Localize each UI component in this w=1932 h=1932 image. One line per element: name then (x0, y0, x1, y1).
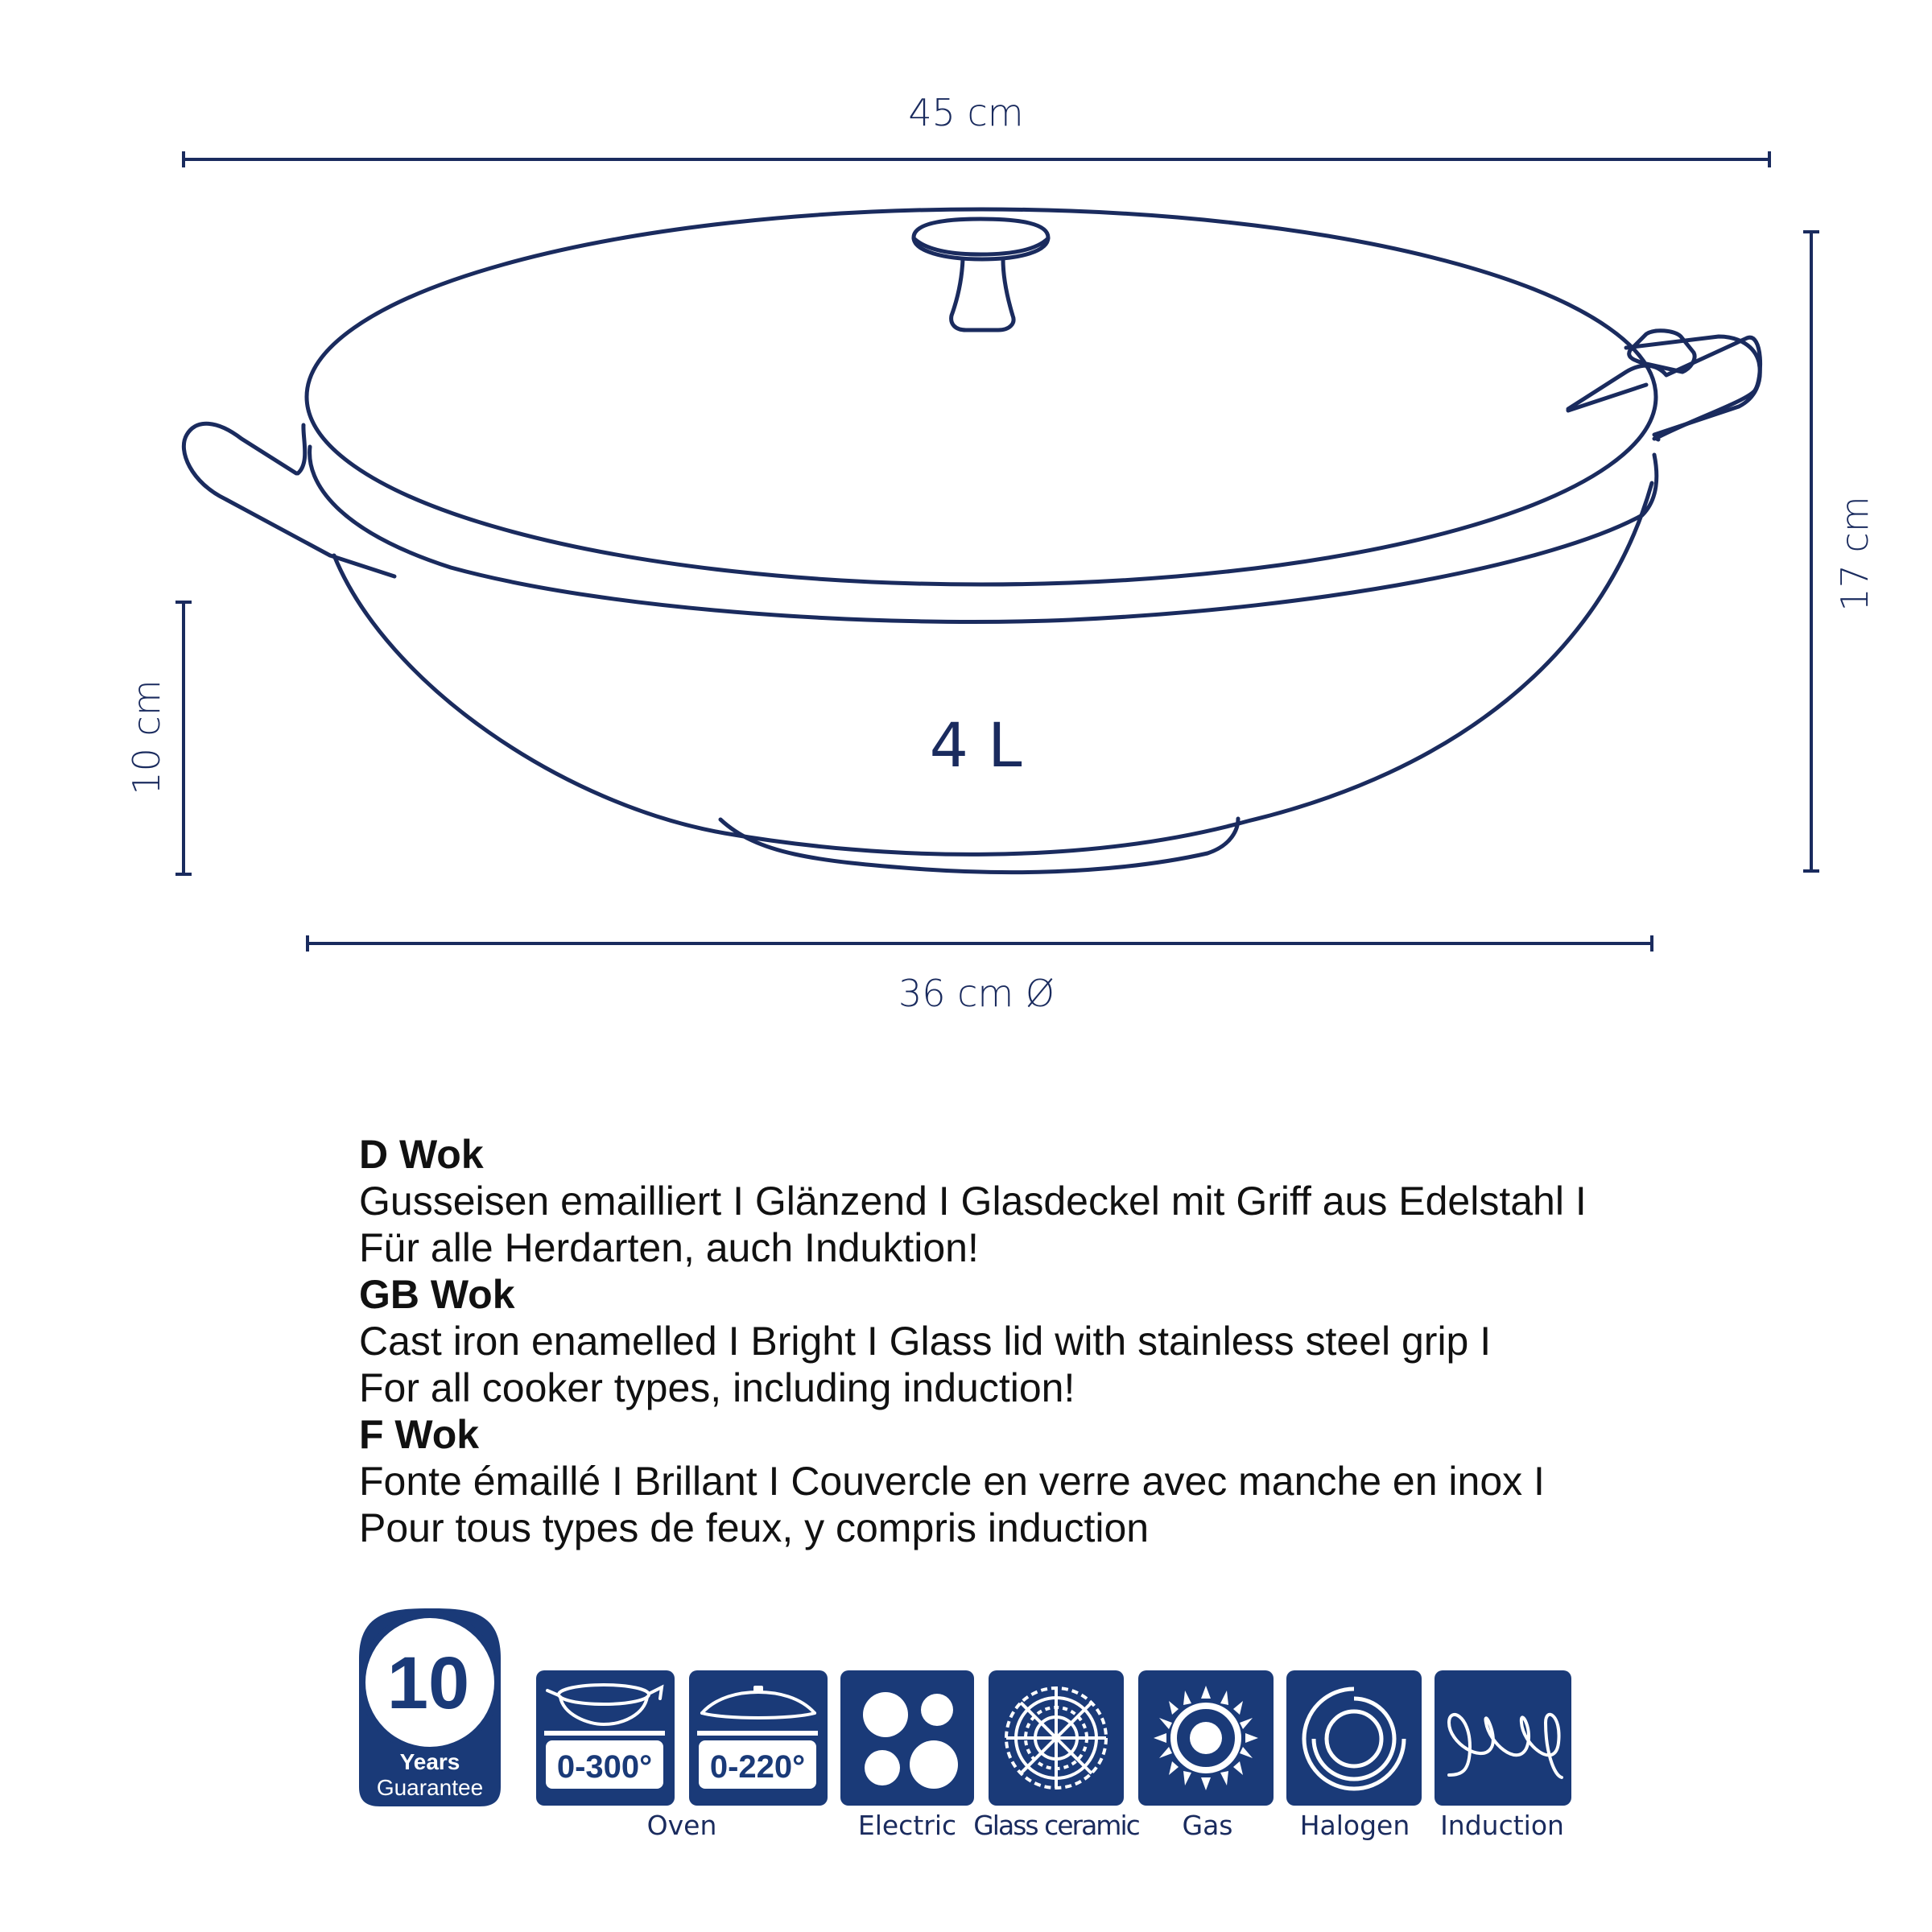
width-label: 45 cm (908, 91, 1024, 134)
halogen-icon (1286, 1670, 1422, 1806)
description-line: Fonte émaillé I Brillant I Couvercle en verre avec manche en inox I (359, 1459, 1545, 1504)
total-height-label: 17 cm (1833, 496, 1876, 612)
description-line: Cast iron enamelled I Bright I Glass lid with stainless steel grip I (359, 1319, 1492, 1364)
dimension-line-width (184, 151, 1769, 167)
product-descriptions (359, 1131, 1808, 1551)
lid-knob-stem (952, 259, 1013, 330)
electric-label: Electric (857, 1810, 957, 1841)
description-line: Gusseisen emailliert I Glänzend I Glasdeckel mit Griff aus Edelstahl I (359, 1179, 1587, 1224)
body-height-label: 10 cm (125, 679, 168, 795)
oven-label: Oven (646, 1810, 717, 1841)
dimension-line-body-height (175, 602, 192, 874)
oven-lid-temp: 0-220° (709, 1749, 806, 1785)
induction-label: Induction (1440, 1810, 1564, 1841)
left-handle (184, 423, 330, 555)
wok-lid (307, 209, 1656, 584)
description-line: For all cooker types, including induction! (359, 1365, 1075, 1410)
description-f (359, 1411, 1808, 1551)
guarantee-number: 10 (386, 1642, 470, 1724)
guarantee-text: Guarantee (376, 1775, 484, 1800)
oven-wok-icon (536, 1670, 675, 1806)
glass-ceramic-label: Glass ceramic (973, 1810, 1139, 1841)
halogen-label: Halogen (1299, 1810, 1410, 1841)
wok-rim (310, 447, 1657, 621)
description-title-gb: GB Wok (359, 1272, 515, 1317)
dimension-line-diameter (308, 935, 1652, 952)
description-title-de: D Wok (359, 1132, 484, 1177)
description-de (359, 1131, 1808, 1271)
description-line: Für alle Herdarten, auch Induktion! (359, 1225, 979, 1270)
diameter-label: 36 cm Ø (898, 972, 1055, 1015)
guarantee-years: Years (399, 1749, 460, 1774)
oven-wok-temp: 0-300° (556, 1749, 653, 1785)
gas-icon (1138, 1670, 1274, 1806)
description-gb (359, 1271, 1808, 1411)
description-line: Pour tous types de feux, y compris induction (359, 1505, 1150, 1550)
dimension-line-total-height (1803, 232, 1819, 871)
electric-icon (840, 1670, 974, 1806)
oven-lid-icon (689, 1670, 828, 1806)
guarantee-badge (359, 1608, 501, 1806)
description-title-f: F Wok (359, 1412, 480, 1457)
glass-ceramic-icon (989, 1670, 1124, 1806)
induction-icon (1435, 1670, 1571, 1806)
right-handle (1568, 337, 1761, 439)
capacity-label: 4 L (929, 709, 1022, 781)
gas-label: Gas (1182, 1810, 1233, 1841)
